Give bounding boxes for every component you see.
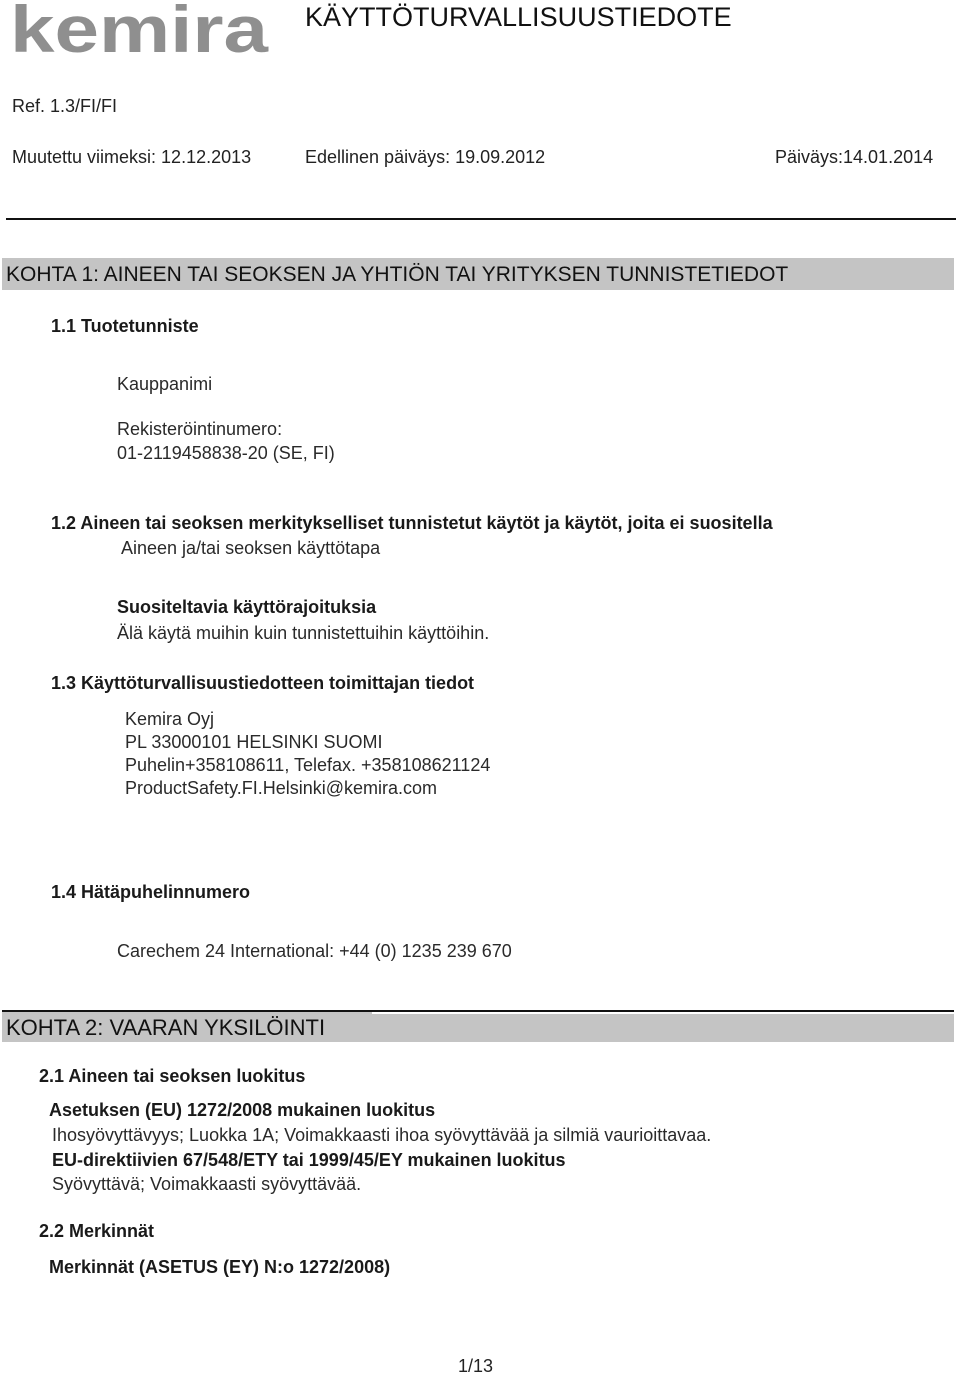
use-pattern-label: Aineen ja/tai seoksen käyttötapa bbox=[121, 538, 381, 558]
supplier-company: Kemira Oyj bbox=[125, 709, 215, 729]
subsection-1-3-heading: 1.3 Käyttöturvallisuustiedotteen toimittajan tiedot bbox=[51, 673, 475, 693]
logo-wordmark: kemira bbox=[10, 0, 270, 60]
previous-date: Edellinen päiväys: 19.09.2012 bbox=[305, 147, 546, 167]
labelling-heading: Merkinnät (ASETUS (EY) N:o 1272/2008) bbox=[49, 1257, 391, 1277]
subsection-1-4-heading: 1.4 Hätäpuhelinnumero bbox=[51, 882, 251, 902]
dsd-classification-label: EU-direktiivien 67/548/ETY tai 1999/45/EY mukainen luokitus bbox=[52, 1150, 566, 1170]
kemira-logo bbox=[10, 0, 272, 60]
subsection-2-1-heading: 2.1 Aineen tai seoksen luokitus bbox=[39, 1066, 306, 1086]
supplier-address: PL 33000101 HELSINKI SUOMI bbox=[125, 732, 383, 752]
header-rule bbox=[6, 218, 956, 220]
subsection-1-1-heading: 1.1 Tuotetunniste bbox=[51, 316, 199, 336]
section2-title: KOHTA 2: VAARAN YKSILÖINTI bbox=[6, 1015, 326, 1040]
section1-title: KOHTA 1: AINEEN TAI SEOKSEN JA YHTIÖN TAI YRITYKSEN TUNNISTETIEDOT bbox=[6, 263, 789, 286]
supplier-phone: Puhelin+358108611, Telefax. +358108621124 bbox=[125, 755, 491, 775]
restrictions-label: Suositeltavia käyttörajoituksia bbox=[117, 597, 377, 617]
section2-band-right bbox=[372, 1014, 954, 1042]
page-number: 1/13 bbox=[458, 1356, 494, 1376]
document-title: KÄYTTÖTURVALLISUUSTIEDOTE bbox=[305, 2, 732, 32]
trade-name-label: Kauppanimi bbox=[117, 374, 213, 394]
supplier-email: ProductSafety.FI.Helsinki@kemira.com bbox=[125, 778, 438, 798]
modified-date: Muutettu viimeksi: 12.12.2013 bbox=[12, 147, 252, 167]
registration-label: Rekisteröintinumero: bbox=[117, 419, 283, 439]
emergency-number: Carechem 24 International: +44 (0) 1235 239 670 bbox=[117, 941, 512, 961]
dsd-classification-text: Syövyttävä; Voimakkaasti syövyttävää. bbox=[52, 1174, 362, 1194]
clp-classification-label: Asetuksen (EU) 1272/2008 mukainen luokitus bbox=[49, 1100, 436, 1120]
subsection-1-2-heading: 1.2 Aineen tai seoksen merkitykselliset tunnistetut käytöt ja käytöt, joita ei suositella bbox=[51, 513, 773, 533]
registration-number: 01-2119458838-20 (SE, FI) bbox=[117, 443, 335, 463]
subsection-2-2-heading: 2.2 Merkinnät bbox=[39, 1221, 155, 1241]
clp-classification-text: Ihosyövyttävyys; Luokka 1A; Voimakkaasti ihoa syövyttävää ja silmiä vaurioittavaa. bbox=[52, 1125, 712, 1145]
issue-date: Päiväys:14.01.2014 bbox=[775, 147, 934, 167]
reference: Ref. 1.3/FI/FI bbox=[12, 96, 118, 116]
restrictions-text: Älä käytä muihin kuin tunnistettuihin käyttöihin. bbox=[117, 623, 490, 643]
